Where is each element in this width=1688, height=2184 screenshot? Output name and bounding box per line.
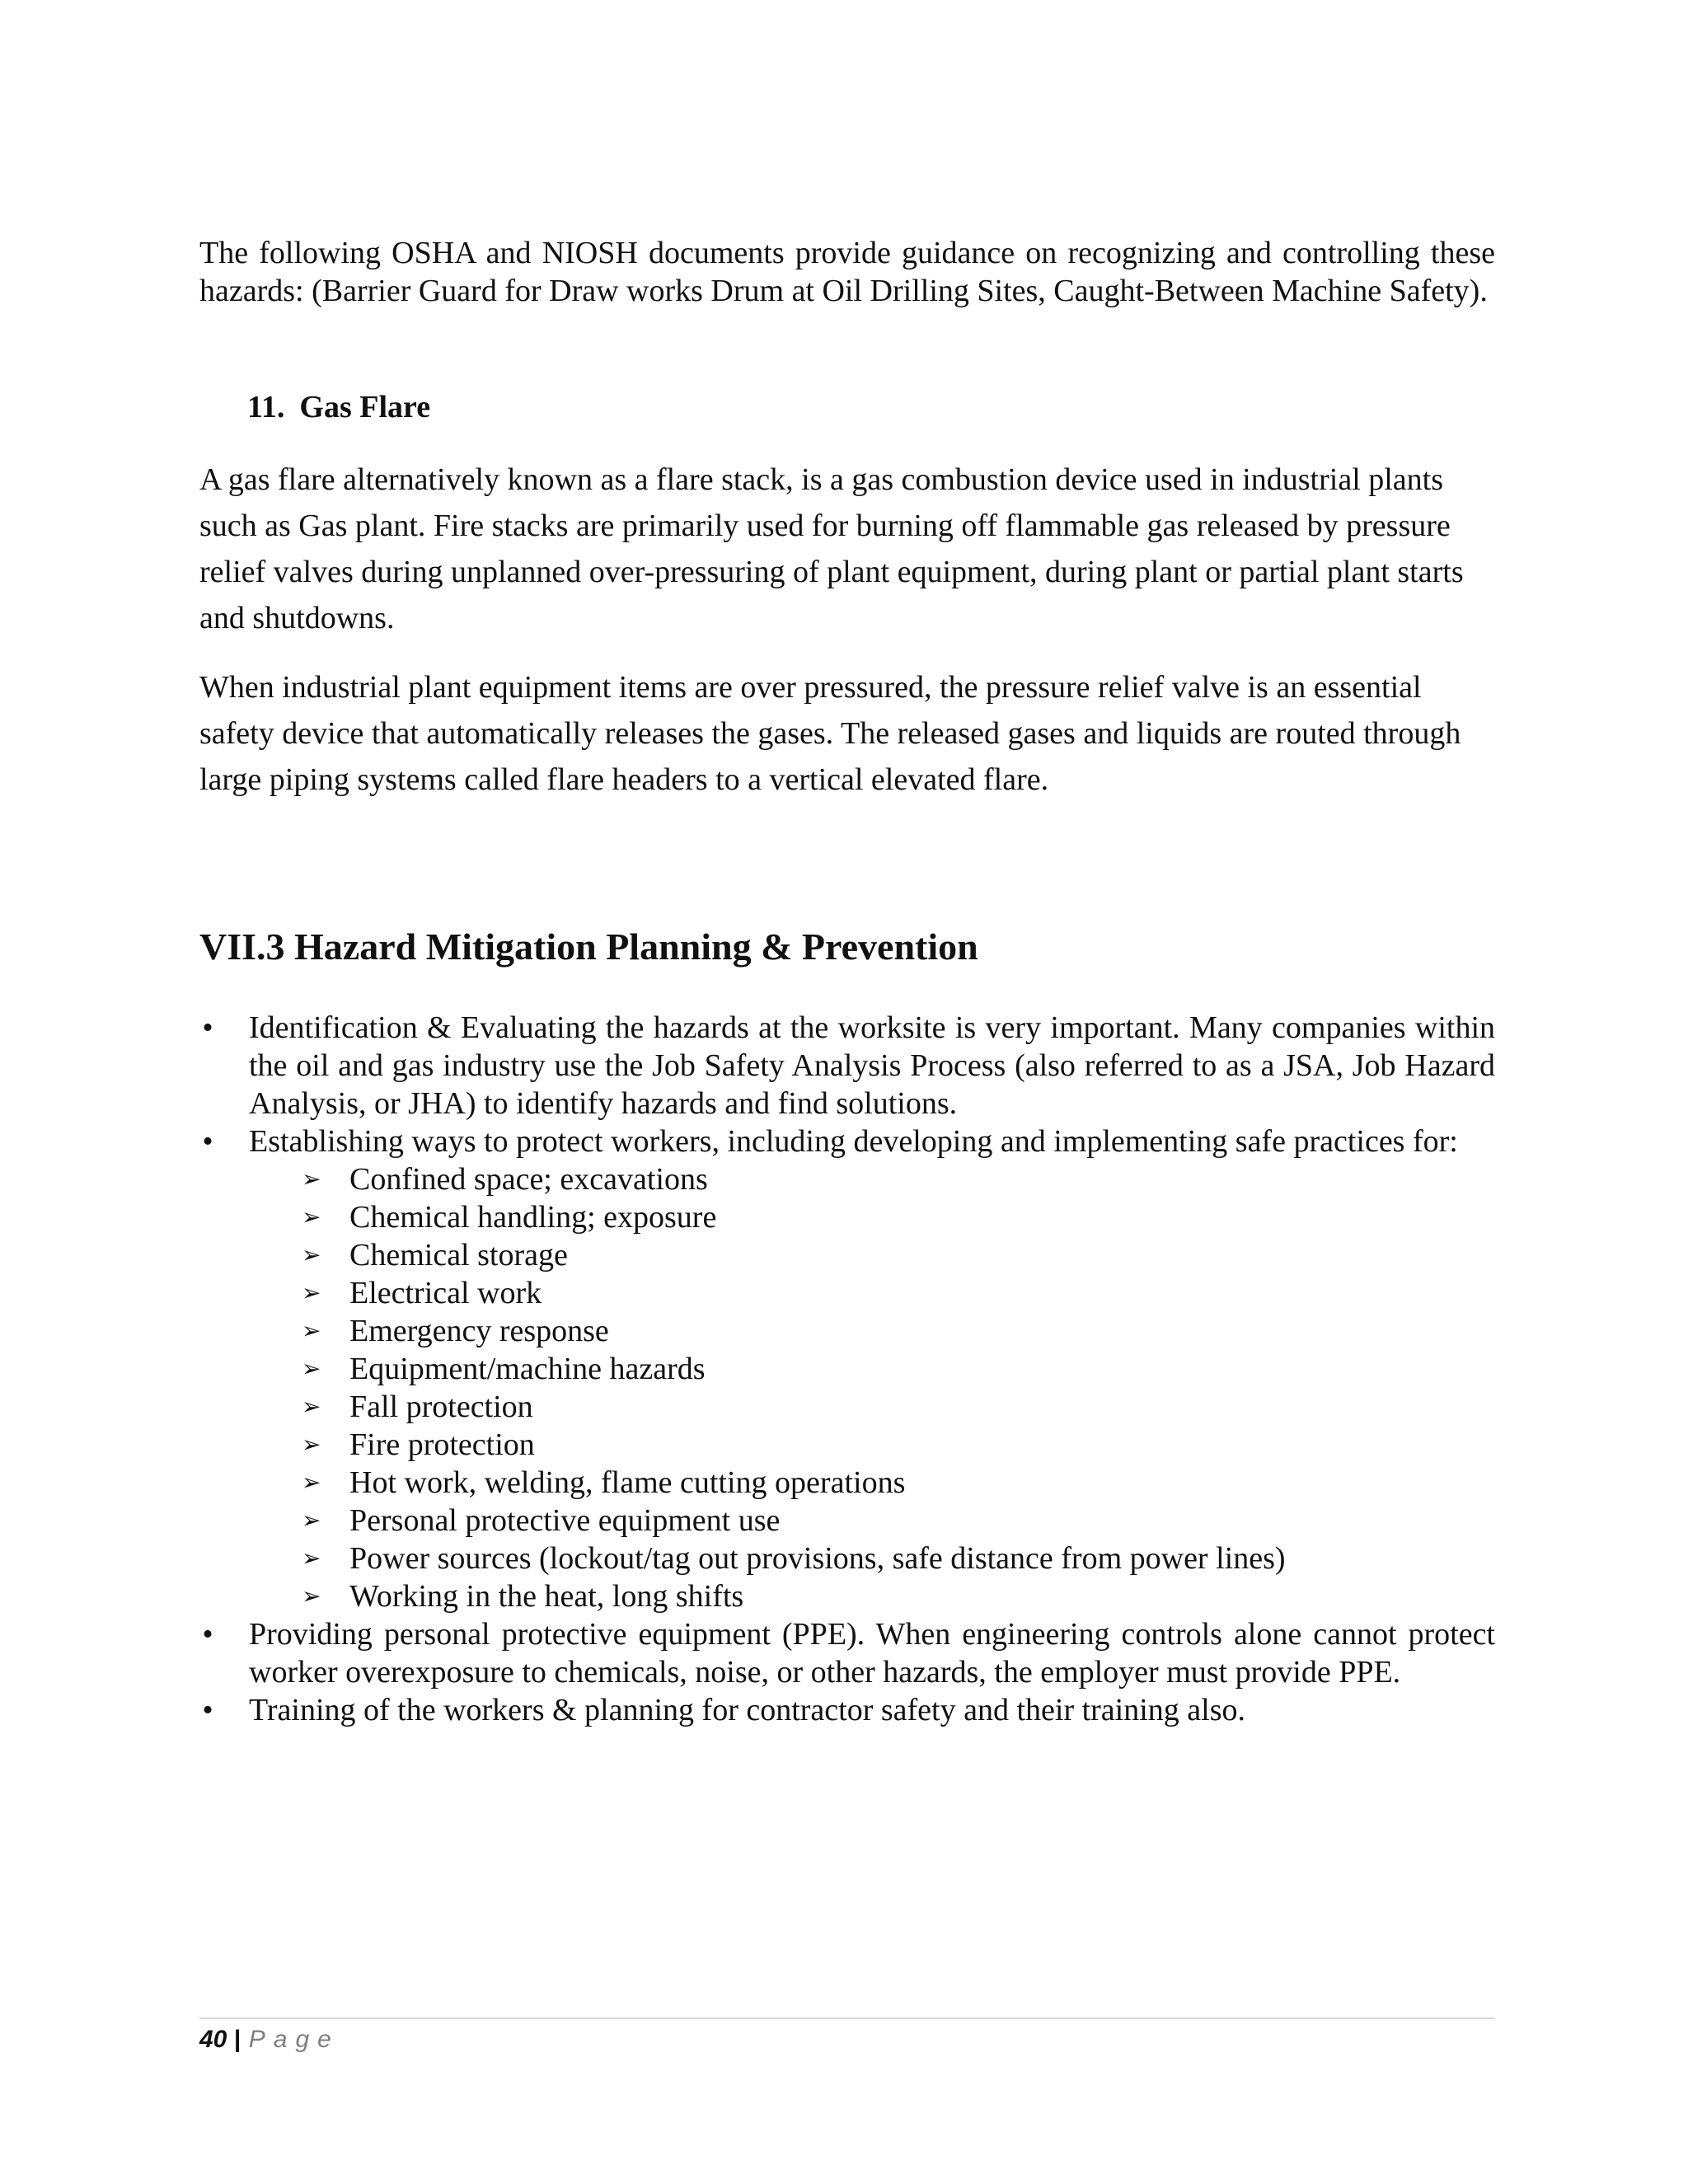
sub-bullet-text: Power sources (lockout/tag out provisions, safe distance from power lines) bbox=[349, 1541, 1286, 1576]
bullet-text: Identification & Evaluating the hazards at the worksite is very important. Many companies within the oil and gas industry use the Job Safety Analysis Process (also referred to as a JSA, Job Hazard Analysis, or JHA) to identify hazards and find solutions. bbox=[249, 1010, 1495, 1121]
footer-separator: | bbox=[233, 2026, 241, 2053]
sub-bullet-text: Fire protection bbox=[349, 1427, 535, 1462]
bullet-icon: • bbox=[202, 1124, 213, 1159]
sub-bullet-text: Personal protective equipment use bbox=[349, 1503, 781, 1538]
page-number: 40 bbox=[199, 2026, 227, 2053]
gas-flare-paragraph-2: When industrial plant equipment items are over pressured, the pressure relief valve is an essential safety device that automatically releases the gases. The released gases and liquids are routed through large piping systems called flare headers to a vertical elevated flare. bbox=[199, 670, 1461, 797]
sub-list-item bbox=[249, 1464, 1495, 1502]
gas-flare-paragraph-1: A gas flare alternatively known as a flare stack, is a gas combustion device used in industrial plants such as Gas plant. Fire stacks are primarily used for burning off flammable gas released by pressure relief valves during unplanned over-pressuring of plant equipment, during plant or partial plant starts and shutdowns. bbox=[199, 462, 1464, 635]
safe-practices-sublist bbox=[249, 1160, 1495, 1615]
intro-paragraph: The following OSHA and NIOSH documents provide guidance on recognizing and controlling these hazards: (Barrier Guard for Draw works Drum at Oil Drilling Sites, Caught-Between Machine Safety). bbox=[199, 236, 1495, 308]
bullet-text: Training of the workers & planning for contractor safety and their training also. bbox=[249, 1693, 1246, 1727]
sub-bullet-text: Confined space; excavations bbox=[349, 1162, 708, 1197]
arrow-bullet-icon: ➢ bbox=[302, 1431, 321, 1458]
subsection-title: Gas Flare bbox=[299, 390, 431, 424]
sub-list-item bbox=[249, 1502, 1495, 1540]
sub-list-item bbox=[249, 1160, 1495, 1198]
arrow-bullet-icon: ➢ bbox=[302, 1393, 321, 1420]
bullet-icon: • bbox=[202, 1617, 213, 1652]
sub-bullet-text: Chemical storage bbox=[349, 1238, 568, 1272]
sub-bullet-text: Fall protection bbox=[349, 1390, 533, 1424]
list-item bbox=[199, 1122, 1495, 1615]
list-item bbox=[199, 1691, 1495, 1729]
sub-list-item bbox=[249, 1577, 1495, 1615]
sub-bullet-text: Hot work, welding, flame cutting operations bbox=[349, 1465, 906, 1500]
arrow-bullet-icon: ➢ bbox=[302, 1279, 321, 1306]
bullet-text: Providing personal protective equipment (PPE). When engineering controls alone cannot protect worker overexposure to chemicals, noise, or other hazards, the employer must provide PPE. bbox=[249, 1617, 1495, 1690]
bullet-text: Establishing ways to protect workers, including developing and implementing safe practices for: bbox=[249, 1124, 1458, 1159]
footer-divider bbox=[199, 2018, 1495, 2019]
subsection-heading bbox=[247, 389, 430, 425]
list-item bbox=[199, 1615, 1495, 1691]
sub-list-item bbox=[249, 1388, 1495, 1426]
arrow-bullet-icon: ➢ bbox=[302, 1203, 321, 1230]
arrow-bullet-icon: ➢ bbox=[302, 1582, 321, 1610]
sub-list-item bbox=[249, 1236, 1495, 1274]
sub-list-item bbox=[249, 1350, 1495, 1388]
sub-list-item bbox=[249, 1426, 1495, 1464]
sub-list-item bbox=[249, 1312, 1495, 1350]
bullet-icon: • bbox=[202, 1010, 213, 1045]
bullet-icon: • bbox=[202, 1693, 213, 1727]
sub-list-item bbox=[249, 1198, 1495, 1236]
sub-bullet-text: Working in the heat, long shifts bbox=[349, 1579, 744, 1614]
sub-bullet-text: Emergency response bbox=[349, 1314, 609, 1348]
section-heading: VII.3 Hazard Mitigation Planning & Prevention bbox=[199, 926, 978, 968]
sub-bullet-text: Chemical handling; exposure bbox=[349, 1200, 717, 1235]
arrow-bullet-icon: ➢ bbox=[302, 1469, 321, 1496]
sub-list-item bbox=[249, 1540, 1495, 1577]
sub-bullet-text: Equipment/machine hazards bbox=[349, 1352, 706, 1386]
arrow-bullet-icon: ➢ bbox=[302, 1317, 321, 1344]
arrow-bullet-icon: ➢ bbox=[302, 1165, 321, 1193]
arrow-bullet-icon: ➢ bbox=[302, 1544, 321, 1572]
arrow-bullet-icon: ➢ bbox=[302, 1355, 321, 1382]
subsection-number: 11. bbox=[247, 390, 285, 424]
page-footer bbox=[199, 2026, 340, 2054]
mitigation-bullet-list bbox=[199, 1009, 1495, 1729]
list-item bbox=[199, 1009, 1495, 1122]
page-label: Page bbox=[248, 2026, 340, 2053]
arrow-bullet-icon: ➢ bbox=[302, 1507, 321, 1534]
arrow-bullet-icon: ➢ bbox=[302, 1241, 321, 1268]
sub-bullet-text: Electrical work bbox=[349, 1276, 542, 1310]
sub-list-item bbox=[249, 1274, 1495, 1312]
